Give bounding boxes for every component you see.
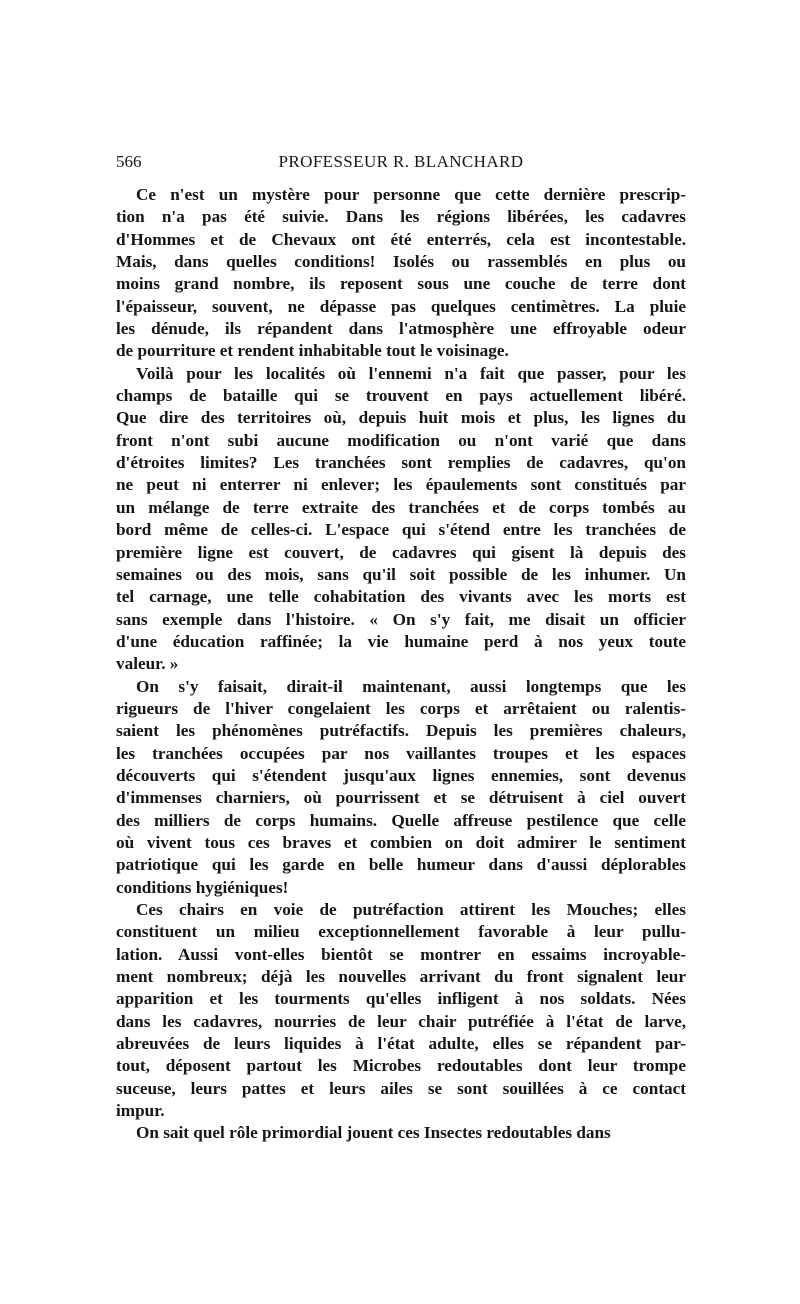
text-line: Que dire des territoires où, depuis huit mois et plus, les lignes du [116,408,686,428]
page-number: 566 [116,152,142,171]
text-line: suceuse, leurs pattes et leurs ailes se sont souillées à ce contact [116,1078,686,1098]
text-line: les dénude, ils répandent dans l'atmosphère une effroyable odeur [116,319,686,339]
text-line: où vivent tous ces braves et combien on doit admirer le sentiment [116,832,686,852]
text-line: tion n'a pas été suivie. Dans les régions libérées, les cadavres [116,207,686,227]
text-line: découverts qui s'étendent jusqu'aux lignes ennemies, sont devenus [116,765,686,785]
text-line: On sait quel rôle primordial jouent ces Insectes redoutables dans [136,1123,611,1143]
paragraph [116,184,686,363]
text-line: Ce n'est un mystère pour personne que cette dernière prescrip- [136,185,686,204]
text-line: d'étroites limites? Les tranchées sont remplies de cadavres, qu'on [116,453,686,473]
running-head: PROFESSEUR R. BLANCHARD [278,152,524,171]
text-line: bord même de celles-ci. L'espace qui s'étend entre les tranchées de [116,520,686,540]
text-line: lation. Aussi vont-elles bientôt se montrer en essaims incroyable- [116,944,686,964]
text-line: ne peut ni enterrer ni enlever; les épaulements sont constitués par [116,475,686,495]
text-line: front n'ont subi aucune modification ou n'ont varié que dans [116,430,686,450]
paragraph [116,363,686,676]
text-line: Voilà pour les localités où l'ennemi n'a fait que passer, pour les [136,363,686,383]
text-line: ment nombreux; déjà les nouvelles arrivant du front signalent leur [116,967,686,987]
paragraph [116,676,686,899]
text-line: première ligne est couvert, de cadavres qui gisent là depuis des [116,542,686,562]
text-line: des milliers de corps humains. Quelle affreuse pestilence que celle [116,810,686,830]
text-line: conditions hygiéniques! [116,877,289,897]
text-line: l'épaisseur, souvent, ne dépasse pas quelques centimètres. La pluie [116,296,686,316]
text-line: impur. [116,1101,165,1121]
text-line: valeur. » [116,654,179,674]
text-line: Ces chairs en voie de putréfaction attirent les Mouches; elles [136,900,686,919]
text-line: champs de bataille qui se trouvent en pays actuellement libéré. [116,386,686,406]
text-line: semaines ou des mois, sans qu'il soit possible de les inhumer. Un [116,564,686,584]
text-line: saient les phénomènes putréfactifs. Depuis les premières chaleurs, [116,721,686,741]
text-line: de pourriture et rendent inhabitable tout le voisinage. [116,341,509,361]
text-line: tel carnage, une telle cohabitation des vivants avec les morts est [116,587,686,607]
paragraph [116,899,686,1122]
text-line: sans exemple dans l'histoire. « On s'y fait, me disait un officier [116,609,686,629]
paragraph [116,1122,686,1144]
text-line: constituent un milieu exceptionnellement favorable à leur pullu- [116,922,686,942]
text-line: d'immenses charniers, où pourrissent et se détruisent à ciel ouvert [116,788,686,808]
text-line: apparition et les tourments qu'elles infligent à nos soldats. Nées [116,989,686,1009]
text-line: Mais, dans quelles conditions! Isolés ou rassemblés en plus ou [116,252,686,272]
text-line: On s'y faisait, dirait-il maintenant, aussi longtemps que les [136,676,686,696]
text-line: un mélange de terre extraite des tranchées et de corps tombés au [116,497,686,517]
text-line: d'Hommes et de Chevaux ont été enterrés, cela est incontestable. [116,229,686,249]
text-line: abreuvées de leurs liquides à l'état adulte, elles se répandent par- [116,1034,686,1054]
text-line: les tranchées occupées par nos vaillantes troupes et les espaces [116,743,686,763]
text-line: d'une éducation raffinée; la vie humaine perd à nos yeux toute [116,631,686,651]
text-line: moins grand nombre, ils reposent sous une couche de terre dont [116,274,686,294]
page-header [116,150,686,174]
text-line: tout, déposent partout les Microbes redoutables dont leur trompe [116,1056,686,1076]
text-line: rigueurs de l'hiver congelaient les corps et arrêtaient ou ralentis- [116,698,686,718]
body-text [116,184,686,1145]
text-line: dans les cadavres, nourries de leur chair putréfiée à l'état de larve, [116,1011,686,1031]
text-line: patriotique qui les garde en belle humeur dans d'aussi déplorables [116,855,686,875]
